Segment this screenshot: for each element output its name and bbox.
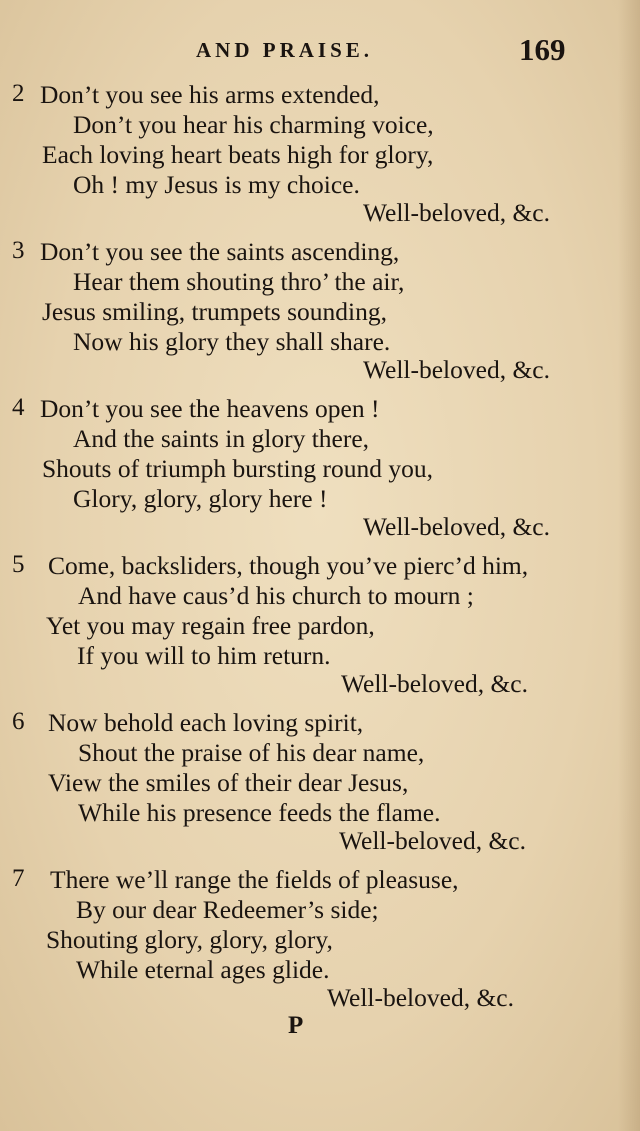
page-number: 169	[519, 32, 566, 67]
verse-line: Oh ! my Jesus is my choice.	[73, 170, 360, 199]
verse-line: Now behold each loving spirit,	[48, 708, 364, 737]
verse-number: 7	[12, 865, 25, 892]
verse-number: 2	[12, 80, 25, 107]
verse-line: Don’t you see the saints ascending,	[40, 237, 400, 266]
verse-line: Don’t you hear his charming voice,	[73, 110, 434, 139]
refrain-line: Well-beloved, &c.	[326, 983, 514, 1012]
verse-line: Shout the praise of his dear name,	[78, 738, 425, 767]
verse-line: Jesus smiling, trumpets sounding,	[42, 297, 387, 326]
verse-number: 5	[12, 551, 25, 578]
verse-6	[0, 706, 640, 863]
verse-line: Come, backsliders, though you’ve pierc’d him,	[48, 551, 529, 580]
verse-line: While eternal ages glide.	[76, 955, 330, 984]
refrain-line: Well-beloved, &c.	[362, 512, 550, 541]
refrain-line: Well-beloved, &c.	[362, 355, 550, 384]
verse-line: And have caus’d his church to mourn ;	[78, 581, 474, 610]
refrain-line: Well-beloved, &c.	[338, 826, 526, 855]
verse-line: View the smiles of their dear Jesus,	[48, 768, 409, 797]
verse-number: 6	[12, 708, 25, 735]
running-head-title: AND PRAISE.	[196, 38, 374, 62]
verse-line: Now his glory they shall share.	[73, 327, 391, 356]
verse-4	[0, 392, 640, 549]
verse-line: Hear them shouting thro’ the air,	[73, 267, 405, 296]
verse-line: Shouting glory, glory, glory,	[46, 925, 333, 954]
signature-mark: P	[288, 1012, 304, 1039]
hymn-verses	[0, 78, 640, 1020]
refrain-line: Well-beloved, &c.	[340, 669, 528, 698]
verse-2	[0, 78, 640, 235]
verse-line: While his presence feeds the flame.	[78, 798, 441, 827]
verse-line: Each loving heart beats high for glory,	[42, 140, 434, 169]
verse-3	[0, 235, 640, 392]
running-head	[0, 32, 640, 70]
verse-line: Shouts of triumph bursting round you,	[42, 454, 434, 483]
verse-number: 4	[12, 394, 25, 421]
verse-line: Don’t you see his arms extended,	[40, 80, 380, 109]
verse-number: 3	[12, 237, 25, 264]
verse-line: Don’t you see the heavens open !	[40, 394, 380, 423]
verse-line: Yet you may regain free pardon,	[46, 611, 375, 640]
verse-line: By our dear Redeemer’s side;	[76, 895, 379, 924]
verse-line: There we’ll range the fields of pleasuse,	[50, 865, 459, 894]
verse-5	[0, 549, 640, 706]
verse-7	[0, 863, 640, 1020]
verse-line: Glory, glory, glory here !	[73, 484, 328, 513]
refrain-line: Well-beloved, &c.	[362, 198, 550, 227]
verse-line: And the saints in glory there,	[73, 424, 370, 453]
verse-line: If you will to him return.	[77, 641, 331, 670]
